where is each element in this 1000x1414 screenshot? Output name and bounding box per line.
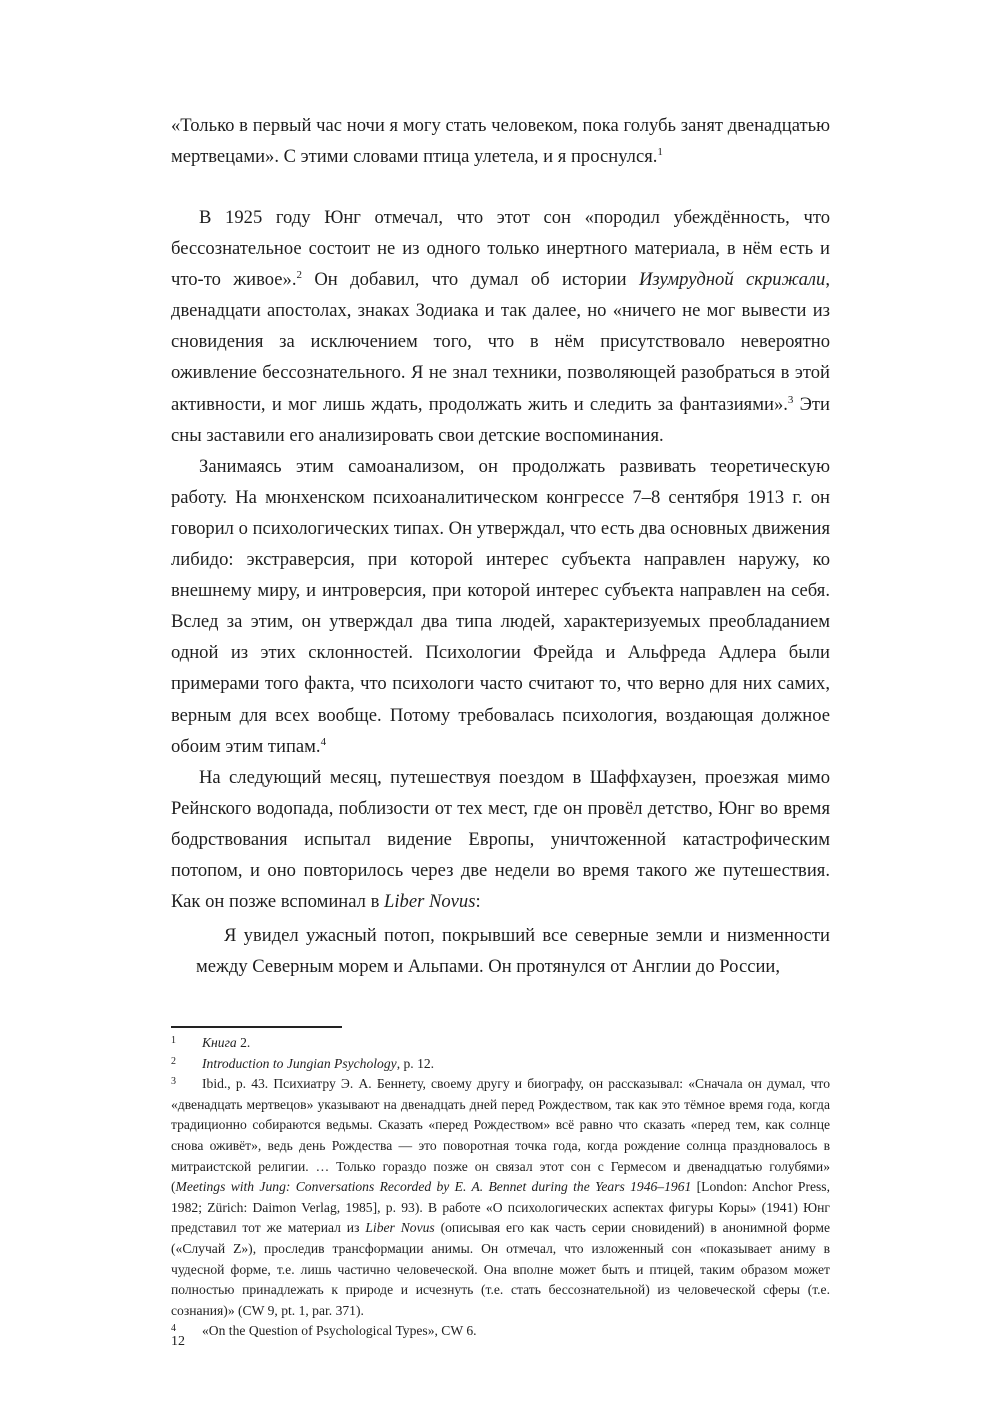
text: , p. 12. (396, 1055, 435, 1071)
footnote-1 (171, 1033, 830, 1054)
text: (описывая его как часть серии сновидений) в анонимной форме («Случай Z»), проследив трансформации анимы. Он отмечал, что изложенный сон «показывает аниму в чудесной форме, т.е. лишь частично человеческой. Она вполне может быть и птицей, таким образом может полностью принадлежать к природе и исчезнуть (т.е. стать бессознательной) из человеческой сферы (т.е. сознания)» (CW 9, pt. 1, par. 371). (171, 1220, 830, 1318)
footnote-ref[interactable]: 3 (787, 393, 794, 406)
footnote-ref[interactable]: 1 (657, 145, 663, 158)
text: Эти сны заставили его анализировать свои детские воспоминания. (171, 393, 830, 446)
italic-title: Изумрудной скрижали (638, 269, 826, 291)
text: 2. (236, 1035, 251, 1050)
text: В 1925 году Юнг отмечал, что этот сон «породил убеждённость, что бессознательное состоит не из одного только инертного материала, в нём есть и что-то живое». (171, 207, 830, 291)
text: Он добавил, что думал об истории (301, 269, 639, 291)
page-number: 12 (171, 1334, 185, 1349)
text: Занимаясь этим самоанализом, он продолжать развивать теоретическую работу. На мюнхенском психоаналитическом конгрессе 7–8 сентября 1913 г. он говорил о психологических типах. Он утверждал, что есть два основных движения либидо: экстраверсия, при которой интерес субъекта направлен наружу, ко внешнему миру, и интроверсия, при которой интерес субъекта направлен на себя. Вслед за этим, он утверждал два типа людей, характеризуемых преобладанием одной из этих склонностей. Психологии Фрейда и Альфреда Адлера были примерами того факта, что психологи часто считают то, что верно для них самих, верным для всех вообще. Потому требовалась психология, воздающая должное обоим этим типам. (171, 455, 830, 757)
footnote-number: 2 (171, 1055, 176, 1067)
paragraph-text: «Только в первый час ночи я могу стать человеком, пока голубь занят двенадцатью мертвецами». С этими словами птица улетела, и я проснулся. (171, 115, 830, 168)
text: Liber Novus (365, 1220, 435, 1236)
footnote-divider (171, 1026, 342, 1028)
block-quote (196, 920, 830, 982)
footnote-ref[interactable]: 4 (320, 735, 327, 748)
paragraph (171, 451, 830, 762)
footnote-3 (171, 1074, 830, 1321)
text: Ibid., p. 43. Психиатру Э. А. Беннету, своему другу и биографу, он рассказывал: «Сначала он думал, что «двенадцать мертвецов» указывают на двенадцать дней перед Рождеством, так как это тёмное время года, когда традиционно собираются ведьмы. Сказать «перед Рождеством» всё равно что сказать «перед тем, как солнце снова оживёт», ведь день Рождества — это поворотная точка года, когда рождение солнца праздновалось в митраистской религии. … Только гораздо позже он связал этот сон с Гермесом и двенадцатью голубями» ( (171, 1076, 830, 1195)
text: : (475, 891, 481, 913)
footnote-number: 4 (171, 1323, 176, 1335)
paragraph (171, 202, 830, 451)
opening-quote-continuation (171, 110, 830, 172)
text: Книга (202, 1035, 237, 1050)
text: Introduction to Jungian Psychology (202, 1055, 397, 1071)
footnote-number: 3 (171, 1076, 176, 1088)
text: «On the Question of Psychological Types», CW 6. (202, 1323, 477, 1339)
footnote-ref[interactable]: 2 (296, 269, 302, 281)
text: [London: Anchor Press, 1982; Zürich: Daimon Verlag, 1985], p. 93). В работе «О психологических аспектах фигуры Коры» (1941) Юнг представил тот же материал из (171, 1179, 830, 1236)
italic-title: Liber Novus (384, 891, 476, 913)
paragraph (171, 762, 830, 917)
footnotes (171, 1033, 830, 1342)
text: На следующий месяц, путешествуя поездом в Шаффхаузен, проезжая мимо Рейнского водопада, поблизости от тех мест, где он провёл детство, Юнг во время бодрствования испытал видение Европы, уничтоженной катастрофическим потопом, и оно повторилось через две недели во время такого же путешествия. Как он позже вспоминал в (171, 766, 830, 913)
main-text (171, 202, 830, 917)
text: , двенадцати апостолах, знаках Зодиака и так далее, но «ничего не мог вывести из сновидения за исключением того, что в нём присутствовало невероятно оживление бессознательного. Я не знал техники, позволяющей разобраться в этой активности, и мог лишь ждать, продолжать жить и следить за фантазиями». (171, 269, 830, 415)
footnote-4 (171, 1321, 830, 1342)
text: Meetings with Jung: Conversations Recorded by E. A. Bennet during the Years 1946–1961 (175, 1179, 692, 1195)
footnote-2 (171, 1054, 830, 1075)
footnote-number: 1 (171, 1035, 176, 1046)
quote-text: Я увидел ужасный потоп, покрывший все северные земли и низменности между Северным морем и Альпами. Он протянулся от Англии до России, (196, 925, 830, 978)
